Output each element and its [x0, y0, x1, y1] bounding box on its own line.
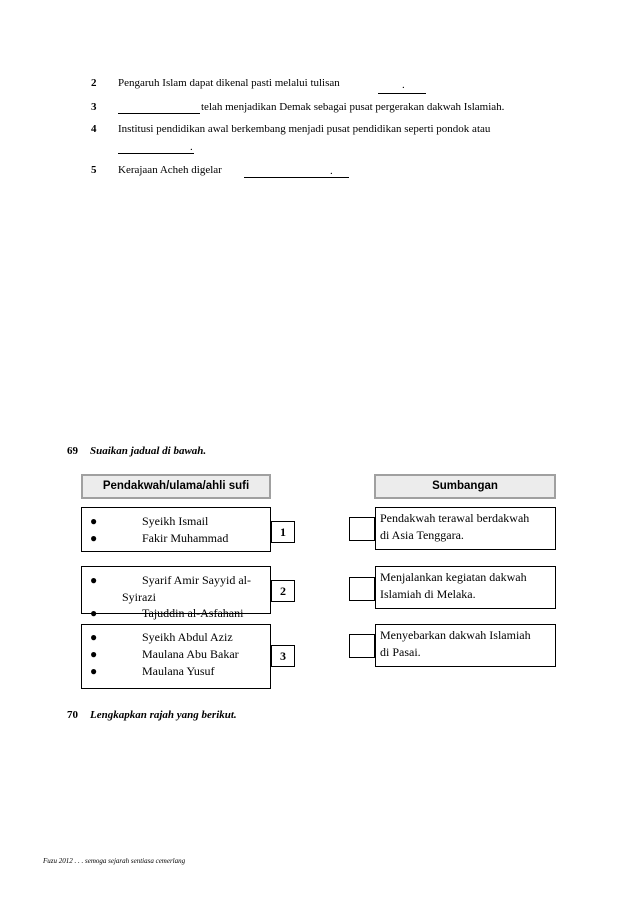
contribution-line: Islamiah di Melaka.	[380, 587, 476, 601]
page-footer: Fuzu 2012 . . . semoga sejarah sentiasa cemerlang	[43, 857, 186, 865]
bullet-icon: ●	[90, 514, 98, 528]
preacher-name: Fakir Muhammad	[142, 531, 229, 545]
answer-box-2[interactable]	[349, 577, 375, 601]
preacher-group-3	[81, 624, 271, 689]
bullet-icon: ●	[90, 531, 98, 545]
contribution-line: Menjalankan kegiatan dakwah	[380, 570, 527, 584]
bullet-icon: ●	[90, 606, 98, 620]
period: .	[330, 165, 333, 177]
question-text: Pengaruh Islam dapat dikenal pasti melalui tulisan	[118, 77, 340, 89]
question-number: 3	[91, 101, 97, 113]
question-text: telah menjadikan Demak sebagai pusat pergerakan dakwah Islamiah.	[201, 101, 505, 113]
answer-box-3[interactable]	[349, 634, 375, 658]
bullet-icon: ●	[90, 630, 98, 644]
header-right: Sumbangan	[374, 474, 556, 499]
contribution-2	[375, 566, 556, 609]
preacher-name: Syirazi	[122, 590, 156, 604]
question-number: 5	[91, 164, 97, 176]
answer-blank[interactable]	[118, 112, 200, 114]
period: .	[190, 141, 193, 153]
answer-blank[interactable]	[244, 176, 349, 178]
contribution-line: Menyebarkan dakwah Islamiah	[380, 628, 531, 642]
question-title: Lengkapkan rajah yang berikut.	[90, 709, 237, 721]
preacher-name: Maulana Abu Bakar	[142, 647, 239, 661]
period: .	[402, 79, 405, 91]
header-left: Pendakwah/ulama/ahli sufi	[81, 474, 271, 499]
question-number: 4	[91, 123, 97, 135]
contribution-line: di Pasai.	[380, 645, 421, 659]
bullet-icon: ●	[90, 573, 98, 587]
preacher-name: Syarif Amir Sayyid al-	[142, 573, 251, 587]
preacher-group-1	[81, 507, 271, 552]
question-text: Kerajaan Acheh digelar	[118, 164, 222, 176]
question-number: 70	[67, 709, 78, 721]
number-box-2: 2	[271, 580, 295, 602]
number-box-1: 1	[271, 521, 295, 543]
answer-blank[interactable]	[378, 92, 426, 94]
question-title: Suaikan jadual di bawah.	[90, 445, 207, 457]
contribution-line: Pendakwah terawal berdakwah	[380, 511, 530, 525]
number-box-3: 3	[271, 645, 295, 667]
answer-blank[interactable]	[118, 152, 194, 154]
question-text: Institusi pendidikan awal berkembang menjadi pusat pendidikan seperti pondok atau	[118, 123, 491, 135]
bullet-icon: ●	[90, 664, 98, 678]
preacher-name: Tajuddin al-Asfahani	[142, 606, 244, 620]
preacher-name: Syeikh Abdul Aziz	[142, 630, 233, 644]
contribution-3	[375, 624, 556, 667]
bullet-icon: ●	[90, 647, 98, 661]
preacher-name: Syeikh Ismail	[142, 514, 209, 528]
contribution-line: di Asia Tenggara.	[380, 528, 464, 542]
preacher-name: Maulana Yusuf	[142, 664, 215, 678]
answer-box-1[interactable]	[349, 517, 375, 541]
preacher-group-2	[81, 566, 271, 620]
contribution-1	[375, 507, 556, 550]
question-number: 2	[91, 77, 97, 89]
question-number: 69	[67, 445, 78, 457]
